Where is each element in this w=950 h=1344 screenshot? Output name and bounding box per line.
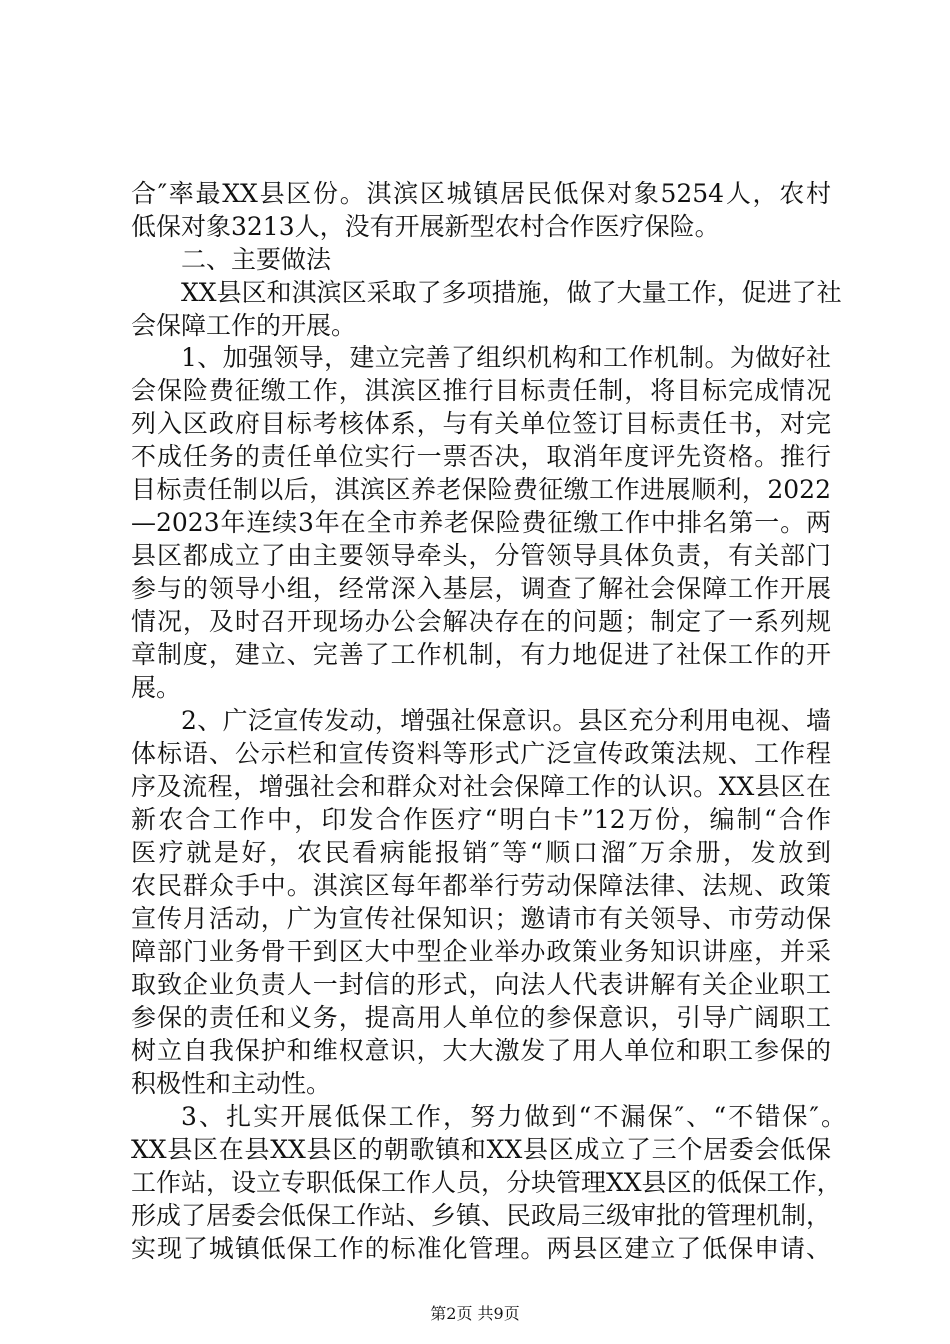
text-line: 会保险费征缴工作，淇滨区推行目标责任制，将目标完成情况: [131, 376, 831, 405]
text-line: 列入区政府目标考核体系，与有关单位签订目标责任书，对完: [131, 409, 831, 438]
text-line: 低保对象3213人，没有开展新型农村合作医疗保险。: [131, 212, 720, 241]
page-number-footer: 第2页 共9页: [430, 1304, 520, 1323]
text-line: 工作站，设立专职低保工作人员，分块管理XX县区的低保工作，: [131, 1168, 842, 1197]
text-line: 2、广泛宣传发动，增强社保意识。县区充分利用电视、墙: [181, 706, 831, 735]
text-line: 参保的责任和义务，提高用人单位的参保意识，引导广阔职工: [131, 1003, 831, 1032]
text-line: 宣传月活动，广为宣传社保知识；邀请市有关领导、市劳动保: [131, 904, 831, 933]
text-line: 实现了城镇低保工作的标准化管理。两县区建立了低保申请、: [131, 1234, 831, 1263]
text-line: 参与的领导小组，经常深入基层，调查了解社会保障工作开展: [131, 574, 831, 603]
text-line: 会保障工作的开展。: [131, 311, 357, 340]
text-line: —2023年连续3年在全市养老保险费征缴工作中排名第一。两: [131, 508, 831, 537]
text-line: 形成了居委会低保工作站、乡镇、民政局三级审批的管理机制，: [131, 1201, 832, 1230]
text-line: 取致企业负责人一封信的形式，向法人代表讲解有关企业职工: [131, 970, 831, 999]
text-line: 农民群众手中。淇滨区每年都举行劳动保障法律、法规、政策: [131, 871, 831, 900]
section-heading: 二、主要做法: [181, 245, 332, 274]
text-line: 新农合工作中，印发合作医疗“明白卡”12万份，编制“合作: [131, 805, 831, 834]
text-line: 章制度，建立、完善了工作机制，有力地促进了社保工作的开: [131, 640, 831, 669]
text-line: 序及流程，增强社会和群众对社会保障工作的认识。XX县区在: [131, 772, 831, 801]
text-line: XX县区和淇滨区采取了多项措施，做了大量工作，促进了社: [181, 278, 842, 307]
text-line: 积极性和主动性。: [131, 1069, 332, 1098]
text-line: XX县区在县XX县区的朝歌镇和XX县区成立了三个居委会低保: [131, 1135, 831, 1164]
text-line: 目标责任制以后，淇滨区养老保险费征缴工作进展顺利，2022: [131, 475, 831, 504]
text-line: 展。: [131, 673, 182, 702]
text-line: 县区都成立了由主要领导牵头，分管领导具体负责，有关部门: [131, 541, 831, 570]
text-line: 树立自我保护和维权意识，大大激发了用人单位和职工参保的: [131, 1036, 831, 1065]
text-line: 医疗就是好，农民看病能报销″等“顺口溜″万余册，发放到: [131, 838, 831, 867]
text-line: 体标语、公示栏和宣传资料等形式广泛宣传政策法规、工作程: [131, 739, 831, 768]
text-line: 3、扎实开展低保工作，努力做到“不漏保″、“不错保″。: [181, 1102, 846, 1131]
text-line: 障部门业务骨干到区大中型企业举办政策业务知识讲座，并采: [131, 937, 831, 966]
text-line: 不成任务的责任单位实行一票否决，取消年度评先资格。推行: [131, 442, 831, 471]
text-line: 1、加强领导，建立完善了组织机构和工作机制。为做好社: [181, 343, 831, 372]
text-line: 情况，及时召开现场办公会解决存在的问题；制定了一系列规: [131, 607, 831, 636]
text-line: 合″率最XX县区份。淇滨区城镇居民低保对象5254人，农村: [131, 179, 831, 208]
